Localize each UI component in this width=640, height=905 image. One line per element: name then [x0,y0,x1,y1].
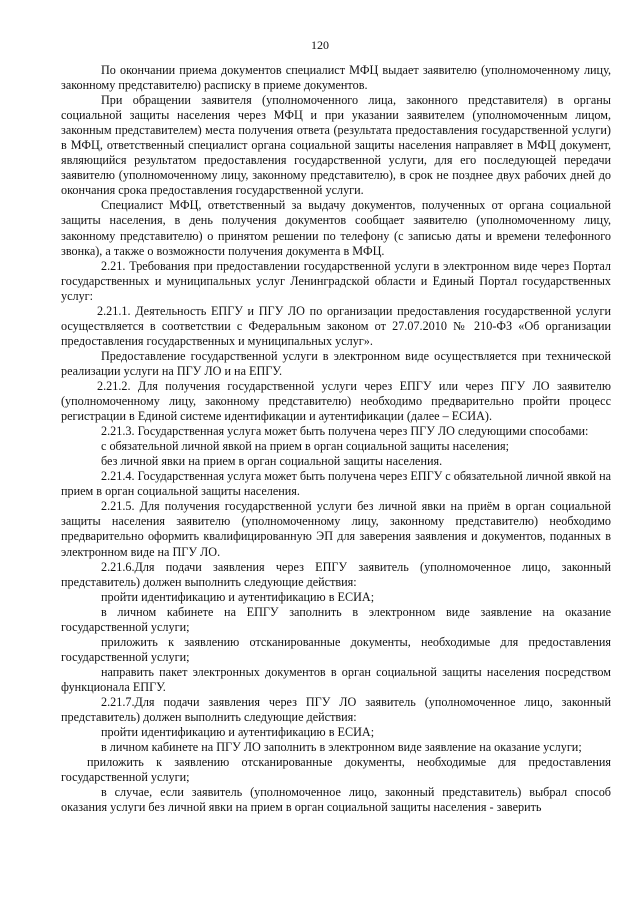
list-item: с обязательной личной явкой на прием в орган социальной защиты населения; [101,439,510,454]
paragraph: 2.21.1. Деятельность ЕПГУ и ПГУ ЛО по организации предоставления государственной услуги осуществляется в соответствии с Федеральным законом от 27.07.2010 № 210-ФЗ «Об организации предоставления государственных и муниципальных услуг». [61,303,611,348]
paragraph: 2.21.2. Для получения государственной услуги через ЕПГУ или через ПГУ ЛО заявителю (уполномоченному лицу, законному представителю) необходимо предварительно пройти процесс регистрации в Единой системе идентификации и аутентификации (далее – ЕСИА). [61,378,611,424]
list-item: приложить к заявлению отсканированные документы, необходимые для предоставления государственной услуги; [61,634,611,664]
paragraph: 2.21.3. Государственная услуга может быть получена через ПГУ ЛО следующими способами: [101,424,589,439]
list-item: без личной явки на прием в орган социальной защиты населения. [101,454,443,469]
list-item: пройти идентификацию и аутентификацию в ЕСИА; [101,589,375,604]
paragraph: При обращении заявителя (уполномоченного лица, законного представителя) в органы социальной защиты населения через МФЦ и при указании заявителем (уполномоченным лицом, законным представителем) места получения ответа (результата предоставления государственной услуги) в МФЦ, ответственный специалист органа социальной защиты населения направляет в МФЦ документ, являющийся результатом предоставления государственной услуги, для его последующей передачи заявителю (уполномоченному лицу, законному представителю), в срок не позднее двух рабочих дней до окончания срока предоставления государственной услуги. [61,93,611,198]
list-item: в случае, если заявитель (уполномоченное лицо, законный представитель) выбрал способ оказания услуги без личной явки на прием в орган социальной защиты населения - заверить [61,785,611,815]
list-item: в личном кабинете на ПГУ ЛО заполнить в электронном виде заявление на оказание услуги; [101,740,582,755]
list-item: в личном кабинете на ЕПГУ заполнить в электронном виде заявление на оказание государственной услуги; [61,604,611,634]
paragraph: 2.21.6.Для подачи заявления через ЕПГУ заявитель (уполномоченное лицо, законный представитель) должен выполнить следующие действия: [61,559,611,589]
list-item: направить пакет электронных документов в орган социальной защиты населения посредством функционала ЕПГУ. [61,664,611,694]
paragraph: По окончании приема документов специалист МФЦ выдает заявителю (уполномоченному лицу, законному представителю) расписку в приеме документов. [61,63,611,93]
paragraph: 2.21.5. Для получения государственной услуги без личной явки на приём в орган социальной защиты населения заявителю (уполномоченному лицу, законному представителю) необходимо предварительно оформить квалифицированную ЭП для заверения заявления и документов, поданных в электронном виде на ПГУ ЛО. [61,499,611,559]
page-number: 120 [311,38,329,52]
paragraph: 2.21.4. Государственная услуга может быть получена через ЕПГУ с обязательной личной явкой на прием в орган социальной защиты населения. [61,469,612,499]
list-item: пройти идентификацию и аутентификацию в ЕСИА; [101,725,375,740]
paragraph: 2.21. Требования при предоставлении государственной услуги в электронном виде через Портал государственных и муниципальных услуг Ленинградской области и Единый Портал государственных услуг: [61,258,611,303]
list-item: приложить к заявлению отсканированные документы, необходимые для предоставления государственной услуги; [61,755,611,785]
body-text [61,63,611,815]
paragraph: Предоставление государственной услуги в электронном виде осуществляется при технической реализации услуги на ПГУ ЛО и на ЕПГУ. [61,348,611,378]
paragraph: 2.21.7.Для подачи заявления через ПГУ ЛО заявитель (уполномоченное лицо, законный представитель) должен выполнить следующие действия: [61,694,611,725]
paragraph: Специалист МФЦ, ответственный за выдачу документов, полученных от органа социальной защиты населения, в день получения документов сообщает заявителю (уполномоченному лицу, законному представителю) о принятом решении по телефону (с записью даты и времени телефонного звонка), а также о возможности получения документа в МФЦ. [61,198,611,258]
